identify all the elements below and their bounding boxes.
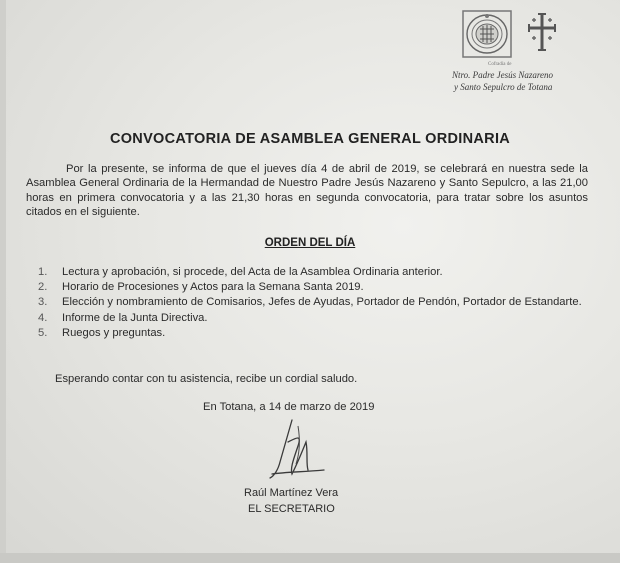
brotherhood-seal-icon [462, 10, 512, 58]
agenda-item-number: 1. [38, 266, 48, 278]
brand-name-line2: y Santo Sepulcro de Totana [454, 82, 553, 92]
agenda-item-number: 5. [38, 326, 48, 339]
agenda-item-text: Horario de Procesiones y Actos para la Semana Santa 2019. [62, 281, 364, 294]
signature-mark [262, 412, 332, 487]
agenda-heading: ORDEN DEL DÍA [264, 237, 356, 249]
jerusalem-cross-icon [525, 12, 559, 52]
paper-edge-shadow [0, 0, 6, 563]
agenda-item [38, 280, 583, 294]
intro-paragraph [26, 162, 588, 220]
brand-caption: Cofradía de [488, 62, 512, 67]
agenda-item-text: Ruegos y preguntas. [62, 326, 166, 339]
agenda-item [38, 295, 583, 309]
agenda-item-text: Informe de la Junta Directiva. [62, 311, 208, 324]
agenda-item [38, 265, 583, 279]
place-date: En Totana, a 14 de marzo de 2019 [203, 401, 375, 413]
signer-role: EL SECRETARIO [248, 503, 335, 515]
agenda-item [38, 311, 583, 325]
agenda-list [38, 265, 583, 341]
document-title: CONVOCATORIA DE ASAMBLEA GENERAL ORDINARIA [109, 131, 511, 147]
agenda-item-number: 2. [38, 281, 48, 294]
paper-bottom-shadow [0, 553, 620, 563]
brand-name-line1: Ntro. Padre Jesús Nazareno [452, 70, 553, 80]
agenda-item [38, 326, 583, 340]
agenda-item-number: 3. [38, 296, 48, 309]
closing-line: Esperando contar con tu asistencia, recibe un cordial saludo. [55, 373, 358, 385]
agenda-item-text: Elección y nombramiento de Comisarios, Jefes de Ayudas, Portador de Pendón, Portador de Estandarte. [62, 296, 582, 309]
agenda-item-text: Lectura y aprobación, si procede, del Acta de la Asamblea Ordinaria anterior. [62, 266, 443, 278]
agenda-item-number: 4. [38, 311, 48, 324]
signer-name: Raúl Martínez Vera [244, 487, 339, 499]
intro-text: Por la presente, se informa de que el jueves día 4 de abril de 2019, se celebrará en nuestra sede la Asamblea General Ordinaria de la Hermandad de Nuestro Padre Jesús Nazareno y Santo Sepulcro, a las 21,00 horas en primera convocatoria y a las 21,30 horas en segunda convocatoria, para tratar sobre los asuntos citados en el siguiente. [26, 163, 588, 219]
